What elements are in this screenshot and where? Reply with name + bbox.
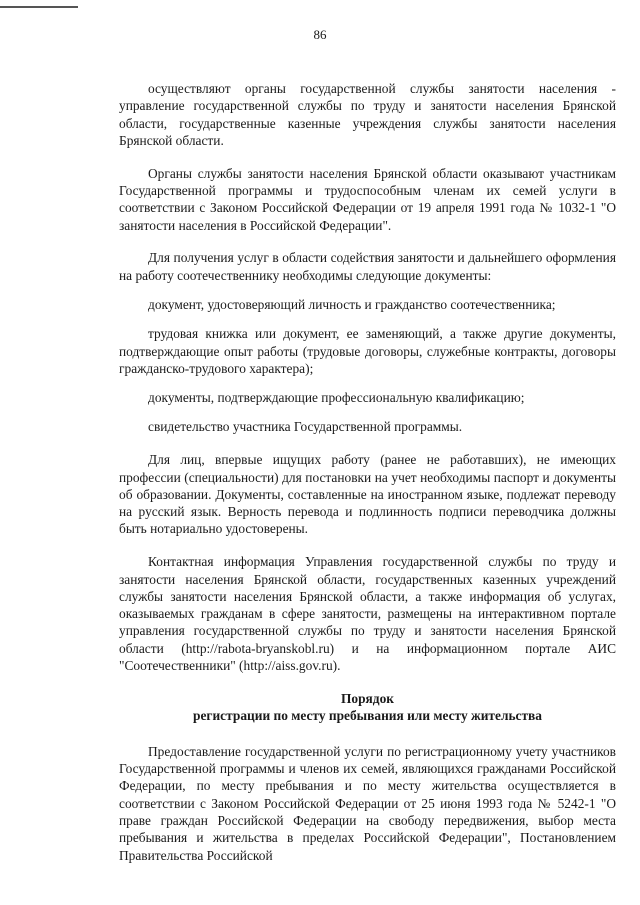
paragraph-6: документы, подтверждающие профессиональную квалификацию; — [148, 390, 525, 406]
section-heading-line-1: Порядок — [341, 690, 394, 706]
document-body — [119, 80, 616, 879]
paragraph-5: трудовая книжка или документ, ее заменяющий, а также другие документы, подтверждающие опыт работы (трудовые договоры, служебные контракты, договоры гражданско-трудового характера); — [119, 326, 616, 376]
section-heading — [119, 690, 616, 725]
scan-edge-mark — [0, 6, 78, 8]
paragraph-9: Контактная информация Управления государственной службы по труду и занятости населения Брянской области, государственных казенных учреждений службы занятости населения Брянской области, а также информация об услугах, оказываемых гражданам в сфере занятости, размещены на интерактивном портале управления государственной службы по труду и занятости населения Брянской области (http://rabota-bryanskobl.ru) и на информационном портале АИС "Соотечественники" (http://aiss.gov.ru). — [119, 554, 616, 674]
page-number: 86 — [313, 27, 327, 42]
paragraph-1: осуществляют органы государственной службы занятости населения - управление государственной службы по труду и занятости населения Брянской области, государственные казенные учреждения службы занятости населения Брянской области. — [119, 81, 616, 148]
paragraph-2: Органы службы занятости населения Брянской области оказывают участникам Государственной программы и трудоспособным членам их семей услуги в соответствии с Законом Российской Федерации от 19 апреля 1991 года № 1032-1 "О занятости населения в Российской Федерации". — [119, 165, 616, 233]
paragraph-4: документ, удостоверяющий личность и гражданство соотечественника; — [148, 296, 556, 312]
section-heading-line-2: регистрации по месту пребывания или месту жительства — [193, 708, 542, 724]
paragraph-10: Предоставление государственной услуги по регистрационному учету участников Государственной программы и членов их семей, являющихся гражданами Российской Федерации, по месту пребывания и по месту жительства осуществляется в соответствии с Законом Российской Федерации от 25 июня 1993 года № 5242-1 "О праве граждан Российской Федерации на свободу передвижения, выбор места пребывания и жительства в пределах Российской Федерации", Постановлением Правительства Российской — [119, 743, 616, 863]
paragraph-8: Для лиц, впервые ищущих работу (ранее не работавших), не имеющих профессии (специальности) для постановки на учет необходимы паспорт и документы об образовании. Документы, составленные на иностранном языке, подлежат переводу на русский язык. Верность перевода и подлинность подписи переводчика должны быть нотариально удостоверены. — [119, 452, 616, 537]
paragraph-7: свидетельство участника Государственной программы. — [148, 419, 463, 435]
paragraph-3: Для получения услуг в области содействия занятости и дальнейшего оформления на работу соотечественнику необходимы следующие документы: — [119, 250, 616, 283]
